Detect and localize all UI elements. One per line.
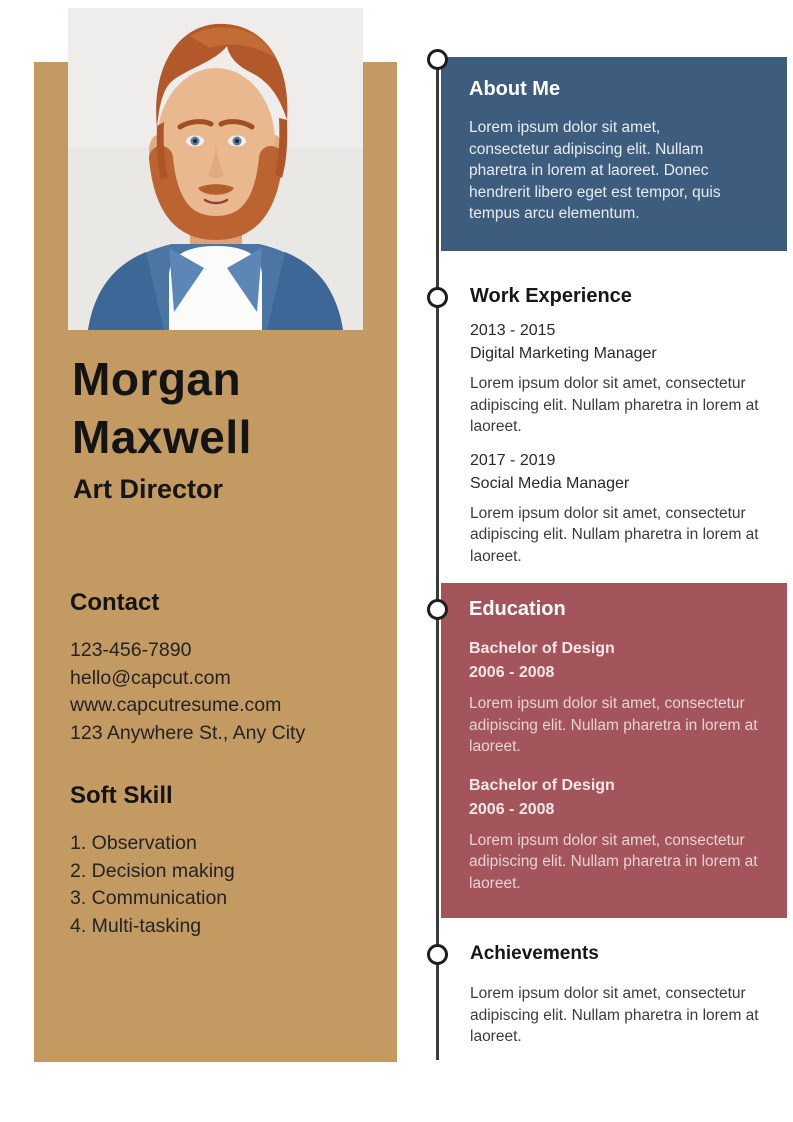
education-degree: Bachelor of Design [469, 776, 615, 794]
person-name-line2: Maxwell [72, 411, 252, 463]
timeline-dot-work [427, 287, 448, 308]
contact-website: www.capcutresume.com [70, 694, 282, 716]
job-dates: 2013 - 2015 [470, 322, 556, 339]
soft-skill-section [70, 782, 235, 940]
education-description: Lorem ipsum dolor sit amet, consectetur adipiscing elit. Nullam pharetra in lorem at laoreet. [469, 695, 758, 755]
person-role: Art Director [73, 474, 224, 504]
contact-email: hello@capcut.com [70, 666, 231, 689]
job-dates: 2017 - 2019 [470, 451, 556, 469]
contact-address: 123 Anywhere St., Any City [70, 721, 306, 744]
about-me-body: Lorem ipsum dolor sit amet, consectetur adipiscing elit. Nullam pharetra in lorem at laoreet. Donec hendrerit libero eget est tempor, quis tempus arcu elementum. [469, 119, 721, 222]
job-title: Digital Marketing Manager [470, 345, 657, 362]
achievements-body: Lorem ipsum dolor sit amet, consectetur adipiscing elit. Nullam pharetra in lorem at laoreet. [470, 985, 759, 1045]
work-experience-section [470, 285, 784, 567]
about-me-heading: About Me [469, 78, 561, 100]
profile-photo-illustration [68, 8, 363, 330]
timeline-line [436, 60, 439, 1060]
soft-skill-item: 1. Observation [70, 832, 197, 854]
timeline-dot-achievements [427, 944, 448, 965]
work-experience-heading: Work Experience [470, 285, 632, 307]
soft-skill-item: 2. Decision making [70, 859, 235, 882]
job-entry [470, 452, 784, 568]
job-description: Lorem ipsum dolor sit amet, consectetur adipiscing elit. Nullam pharetra in lorem at laoreet. [470, 504, 759, 565]
contact-list [70, 637, 305, 747]
education-card [441, 583, 787, 918]
profile-photo [68, 8, 363, 330]
timeline-dot-about [427, 49, 448, 70]
job-description: Lorem ipsum dolor sit amet, consectetur adipiscing elit. Nullam pharetra in lorem at laoreet. [470, 375, 759, 435]
contact-heading: Contact [70, 589, 160, 616]
education-heading: Education [469, 598, 566, 620]
education-entry [469, 777, 759, 895]
contact-phone: 123-456-7890 [70, 639, 192, 661]
education-description: Lorem ipsum dolor sit amet, consectetur adipiscing elit. Nullam pharetra in lorem at laoreet. [469, 831, 758, 892]
education-degree: Bachelor of Design [469, 640, 615, 657]
education-dates: 2006 - 2008 [469, 664, 555, 681]
education-dates: 2006 - 2008 [469, 800, 555, 818]
soft-skill-list [70, 830, 235, 940]
achievements-heading: Achievements [470, 943, 599, 964]
education-entry [469, 640, 759, 758]
contact-section [70, 589, 305, 747]
job-entry [470, 322, 784, 438]
job-title: Social Media Manager [470, 474, 630, 492]
timeline-dot-education [427, 599, 448, 620]
achievements-section [470, 943, 784, 1048]
person-name-line1: Morgan [72, 353, 242, 405]
soft-skill-heading: Soft Skill [70, 782, 173, 809]
soft-skill-item: 3. Communication [70, 887, 228, 909]
soft-skill-item: 4. Multi-tasking [70, 914, 202, 937]
about-me-card [441, 57, 787, 251]
person-name [72, 350, 252, 466]
